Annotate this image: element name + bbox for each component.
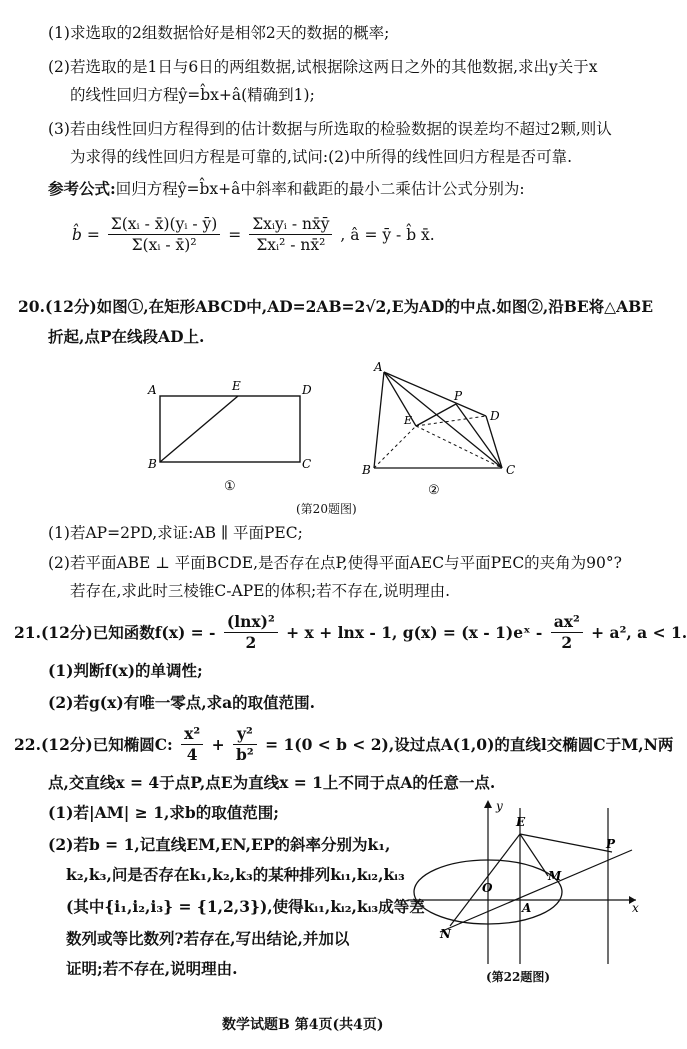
fig22-label-a: A <box>522 901 532 915</box>
q22-part1: (1)若|AM| ≥ 1,求b的取值范围; <box>48 803 279 822</box>
edge-ed-hidden <box>416 416 486 426</box>
figure-20-2 <box>360 358 530 500</box>
q19-part3-line2: 为求得的线性回归方程是可靠的,试问:(2)中所得的线性回归方程是否可靠. <box>70 148 573 166</box>
q21-head-post: + a², a < 1. <box>591 622 687 642</box>
q21-g-fraction <box>551 612 583 653</box>
formula-numerator-2: Σxᵢyᵢ - nx̄ȳ <box>249 214 332 235</box>
fig22-label-m: M <box>548 869 562 883</box>
fig2-label-d: D <box>490 409 500 423</box>
edge-ad <box>384 372 486 416</box>
q21-part2: (2)若g(x)有唯一零点,求a的取值范围. <box>48 693 316 712</box>
fig2-label-p: P <box>454 389 463 403</box>
edge-be-hidden <box>374 426 416 468</box>
a-hat-formula: , â = ȳ - b̂ x̄. <box>340 225 435 244</box>
fig1-label-e: E <box>232 379 241 393</box>
q22-line2: 点,交直线x = 4于点P,点E为直线x = 1上不同于点A的任意一点. <box>48 773 496 792</box>
figure-20-caption: (第20题图) <box>296 502 357 516</box>
fig1-number: ① <box>224 479 236 494</box>
q22-part2-line4: 数列或等比数列?若存在,写出结论,并加以 <box>66 929 350 948</box>
segment-em <box>520 834 548 876</box>
fig2-label-b: B <box>362 463 371 477</box>
q22-head-pre: 22.(12分)已知椭圆C: <box>14 734 173 754</box>
q19-part3-line1: (3)若由线性回归方程得到的估计数据与所选取的检验数据的误差均不超过2颗,则认 <box>48 120 612 138</box>
q21-head-mid: + x + lnx - 1, g(x) = (x - 1)eˣ - <box>286 622 543 642</box>
fig1-label-c: C <box>302 457 312 471</box>
q20-part2-line2: 若存在,求此时三棱锥C-APE的体积;若不存在,说明理由. <box>70 582 451 600</box>
q22-x-denominator: 4 <box>186 745 198 764</box>
fig22-label-e: E <box>516 815 526 829</box>
y-axis-arrow-icon <box>484 800 492 808</box>
q22-y-numerator: y² <box>233 724 257 745</box>
fig22-label-y: y <box>496 799 503 813</box>
q21-part1: (1)判断f(x)的单调性; <box>48 661 203 680</box>
q21-head-pre: 21.(12分)已知函数f(x) = - <box>14 622 216 642</box>
fig22-label-x: x <box>632 901 639 915</box>
formula-denominator-1: Σ(xᵢ - x̄)² <box>131 236 197 254</box>
q22-part2-line2: k₂,k₃,问是否存在k₁,k₂,k₃的某种排列kᵢ₁,kᵢ₂,kᵢ₃ <box>66 865 405 884</box>
fig2-number: ② <box>428 483 440 498</box>
regression-formula: b̂ = $\frac{\text{Σ(xᵢ - x̄)(yᵢ - ȳ)}}{\text{Σ(xᵢ - x̄)²}}$ = $\frac{\text{Σxᵢyᵢ - nx̄ȳ}}{\text{Σxᵢ² - nx̄²}}$ , â = ȳ - b̂ x̄. <box>72 215 435 254</box>
formula-numerator-1: Σ(xᵢ - x̄)(yᵢ - ȳ) <box>108 214 221 235</box>
q21-g-denominator: 2 <box>561 633 573 652</box>
q20-part1: (1)若AP=2PD,求证:AB ∥ 平面PEC; <box>48 524 303 542</box>
edge-cd <box>486 416 502 468</box>
line-l <box>440 850 632 932</box>
q22-part2-line3: (其中{i₁,i₂,i₃} = {1,2,3}),使得kᵢ₁,kᵢ₂,kᵢ₃成等差 <box>66 897 425 916</box>
q22-part2-line5: 证明;若不存在,说明理由. <box>66 959 238 978</box>
edge-ab <box>374 372 384 468</box>
reference-label: 参考公式: <box>48 179 116 198</box>
formula-denominator-2: Σxᵢ² - nx̄² <box>256 236 326 254</box>
q19-part2-line2: 的线性回归方程ŷ=b̂x+â(精确到1); <box>70 86 315 104</box>
fig22-label-p: P <box>606 837 616 851</box>
figure-22 <box>400 796 650 986</box>
fig22-label-n: N <box>440 927 451 941</box>
fig2-label-e: E <box>404 414 413 427</box>
q19-reference <box>48 178 525 200</box>
q22-heading: 22.(12分)已知椭圆C: $\frac{\text{x²}}{4}$ + $\frac{\text{y²}}{\text{b²}}$ = 1(0 < b < 2),设过点A(1,0)的直线l交椭圆C于M,N两 <box>14 724 674 764</box>
segment-be <box>160 396 238 462</box>
fig22-label-o: O <box>482 881 493 895</box>
figure-22-caption: (第22题图) <box>486 970 551 984</box>
fig1-label-b: B <box>148 457 157 471</box>
reference-text: 回归方程ŷ=b̂x+â中斜率和截距的最小二乘估计公式分别为: <box>115 180 525 198</box>
formula-fraction-1 <box>108 214 221 255</box>
q21-f-numerator: (lnx)² <box>224 612 278 633</box>
q22-x-numerator: x² <box>181 724 203 745</box>
b-hat-symbol: b̂ = <box>72 225 100 244</box>
fig1-label-d: D <box>302 383 312 397</box>
fig1-label-a: A <box>148 383 157 397</box>
page-footer: 数学试题B 第4页(共4页) <box>222 1017 384 1033</box>
q22-y-denominator: b² <box>236 745 254 764</box>
q21-g-numerator: ax² <box>551 612 583 633</box>
q20-part2-line1: (2)若平面ABE ⊥ 平面BCDE,是否存在点P,使得平面AEC与平面PEC的夹角为90°? <box>48 554 622 572</box>
q22-head-post: = 1(0 < b < 2),设过点A(1,0)的直线l交椭圆C于M,N两 <box>265 734 674 754</box>
figure-20-1 <box>140 372 320 492</box>
fig2-label-a: A <box>374 360 383 374</box>
formula-fraction-2 <box>249 214 332 255</box>
q20-heading-line2: 折起,点P在线段AD上. <box>48 327 205 346</box>
q21-f-denominator: 2 <box>245 633 257 652</box>
segment-ep <box>520 834 612 852</box>
q22-y-fraction <box>233 724 257 765</box>
q20-heading-line1: 20.(12分)如图①,在矩形ABCD中,AD=2AB=2√2,E为AD的中点.如图②,沿BE将△ABE <box>18 297 654 316</box>
rectangle-abcd <box>160 396 300 462</box>
fig2-label-c: C <box>506 463 516 477</box>
edge-ac <box>384 372 502 468</box>
q19-part1: (1)求选取的2组数据恰好是相邻2天的数据的概率; <box>48 24 390 42</box>
q19-part2-line1: (2)若选取的是1日与6日的两组数据,试根据除这两日之外的其他数据,求出y关于x <box>48 58 598 76</box>
q21-f-fraction <box>224 612 278 653</box>
q22-x-fraction <box>181 724 203 765</box>
q21-heading <box>14 612 687 656</box>
q22-part2-line1: (2)若b = 1,记直线EM,EN,EP的斜率分别为k₁, <box>48 835 391 854</box>
